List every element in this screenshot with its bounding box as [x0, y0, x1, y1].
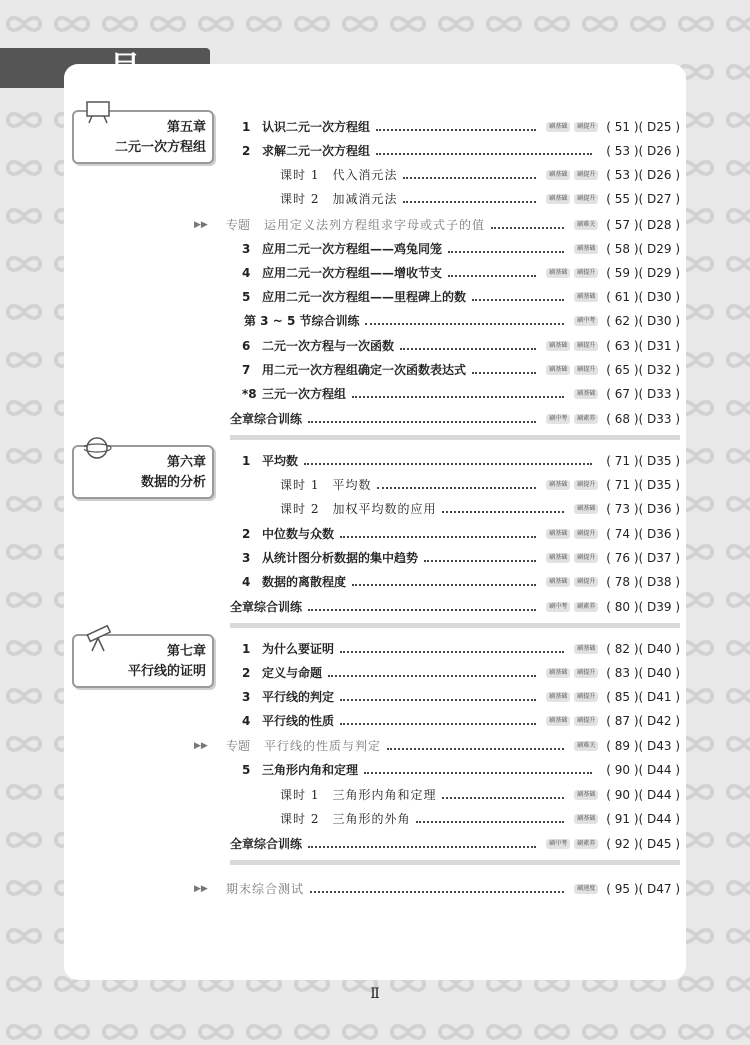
- leader-dots: [365, 323, 564, 325]
- double-arrow-icon: ▶▶: [194, 741, 208, 751]
- tag: 刷基础: [546, 480, 570, 490]
- leader-dots: [403, 177, 536, 179]
- page-ref: ( 53 )( D26 ): [606, 144, 680, 158]
- topic-label: 专题: [226, 218, 251, 232]
- leader-dots: [328, 675, 536, 677]
- leader-dots: [352, 396, 564, 398]
- entry-title: 从统计图分析数据的集中趋势: [262, 551, 419, 565]
- toc-entry[interactable]: [230, 264, 680, 282]
- tag: 刷中考: [546, 602, 570, 612]
- tag: 刷中考: [546, 839, 570, 849]
- page-ref: ( 80 )( D39 ): [606, 600, 680, 614]
- leader-dots: [308, 421, 536, 423]
- leader-dots: [387, 748, 564, 750]
- toc-entry[interactable]: [230, 835, 680, 853]
- leader-dots: [340, 536, 536, 538]
- entry-number: 3: [242, 551, 251, 565]
- toc-entry[interactable]: [230, 337, 680, 355]
- leader-dots: [448, 251, 564, 253]
- leader-dots: [310, 891, 564, 893]
- page-ref: ( 87 )( D42 ): [606, 714, 680, 728]
- entry-title: 中位数与众数: [262, 527, 335, 541]
- leader-dots: [472, 372, 536, 374]
- page-ref: ( 53 )( D26 ): [606, 168, 680, 182]
- entry-number: 1: [242, 454, 251, 468]
- leader-dots: [442, 511, 564, 513]
- chapter-6-box[interactable]: [72, 445, 214, 499]
- page-ref: ( 55 )( D27 ): [606, 192, 680, 206]
- entry-title: 全章综合训练: [230, 837, 303, 851]
- tag: 刷提升: [574, 480, 598, 490]
- page-number: Ⅱ: [370, 986, 380, 1002]
- toc-entry[interactable]: [230, 664, 680, 682]
- leader-dots: [340, 651, 564, 653]
- tag: 刷基础: [546, 365, 570, 375]
- tag: 刷提升: [574, 716, 598, 726]
- toc-entry[interactable]: [230, 142, 680, 160]
- page-ref: ( 57 )( D28 ): [606, 218, 680, 232]
- entry-number: 4: [242, 266, 251, 280]
- toc-entry[interactable]: [230, 761, 680, 779]
- leader-dots: [376, 153, 592, 155]
- tag: 刷基础: [546, 268, 570, 278]
- leader-dots: [416, 821, 564, 823]
- tag: 刷中考: [574, 316, 598, 326]
- leader-dots: [400, 348, 536, 350]
- toc-entry[interactable]: [230, 688, 680, 706]
- tag: 刷基础: [546, 668, 570, 678]
- tag: 刷基础: [546, 529, 570, 539]
- page-ref: ( 78 )( D38 ): [606, 575, 680, 589]
- section-divider: [230, 435, 680, 440]
- chapter-name: 二元一次方程组: [114, 140, 206, 155]
- chapter-number: 第七章: [166, 644, 206, 659]
- page-ref: ( 71 )( D35 ): [606, 454, 680, 468]
- page-ref: ( 51 )( D25 ): [606, 120, 680, 134]
- tag: 刷提升: [574, 692, 598, 702]
- entry-title: 定义与命题: [262, 666, 323, 680]
- chapter-7-box[interactable]: [72, 634, 214, 688]
- tag: 刷基础: [546, 194, 570, 204]
- entry-number: *8: [242, 387, 257, 401]
- toc-entry[interactable]: [230, 640, 680, 658]
- leader-dots: [472, 299, 564, 301]
- tag: 刷基础: [546, 716, 570, 726]
- entry-title: 第 3 ~ 5 节综合训练: [244, 314, 360, 328]
- chapter-name: 数据的分析: [140, 475, 206, 490]
- toc-entry[interactable]: [230, 361, 680, 379]
- page-ref: ( 61 )( D30 ): [606, 290, 680, 304]
- toc-topic-entry[interactable]: [194, 737, 680, 755]
- entry-number: 2: [242, 527, 251, 541]
- chapter-number: 第五章: [166, 120, 206, 135]
- page-ref: ( 59 )( D29 ): [606, 266, 680, 280]
- entry-number: 3: [242, 242, 251, 256]
- page-ref: ( 73 )( D36 ): [606, 502, 680, 516]
- entry-number: 4: [242, 714, 251, 728]
- toc-entry[interactable]: [230, 549, 680, 567]
- entry-title: 课时 1 代入消元法: [280, 168, 398, 182]
- tag: 刷提升: [574, 268, 598, 278]
- chapter-name: 平行线的证明: [127, 664, 206, 679]
- entry-title: 课时 2 三角形的外角: [280, 812, 411, 826]
- leader-dots: [308, 846, 536, 848]
- entry-title: 应用二元一次方程组——增收节支: [262, 266, 443, 280]
- entry-number: 3: [242, 690, 251, 704]
- leader-dots: [340, 699, 536, 701]
- entry-title: 平均数: [262, 454, 299, 468]
- tag: 刷基础: [574, 644, 598, 654]
- entry-title: 三角形内角和定理: [262, 763, 359, 777]
- page-ref: ( 82 )( D40 ): [606, 642, 680, 656]
- chalkboard-icon: [84, 100, 112, 128]
- entry-number: 2: [242, 144, 251, 158]
- section-divider: [230, 860, 680, 865]
- entry-title: 期末综合测试: [226, 882, 305, 896]
- leader-dots: [376, 129, 536, 131]
- leader-dots: [424, 560, 536, 562]
- tag: 刷基础: [574, 790, 598, 800]
- tag: 刷提升: [574, 529, 598, 539]
- leader-dots: [308, 609, 536, 611]
- tag: 刷基础: [574, 244, 598, 254]
- page-ref: ( 90 )( D44 ): [606, 788, 680, 802]
- page-ref: ( 71 )( D35 ): [606, 478, 680, 492]
- entry-title: 课时 2 加权平均数的应用: [280, 502, 437, 516]
- toc-entry[interactable]: [230, 598, 680, 616]
- entry-title: 平行线的性质与判定: [264, 739, 382, 753]
- toc-entry[interactable]: [230, 525, 680, 543]
- entry-title: 课时 1 平均数: [280, 478, 372, 492]
- leader-dots: [304, 463, 592, 465]
- leader-dots: [442, 797, 564, 799]
- toc-entry[interactable]: [230, 385, 680, 403]
- toc-entry[interactable]: [230, 712, 680, 730]
- page-ref: ( 95 )( D47 ): [606, 882, 680, 896]
- chapter-number: 第六章: [166, 455, 206, 470]
- tag: 刷提升: [574, 170, 598, 180]
- tag: 刷难关: [574, 741, 598, 751]
- toc-final-exam-entry[interactable]: [194, 880, 680, 898]
- tag: 刷难关: [574, 220, 598, 230]
- entry-title: 认识二元一次方程组: [262, 120, 371, 134]
- leader-dots: [377, 487, 536, 489]
- toc-subentry[interactable]: [230, 786, 680, 804]
- tag: 刷基础: [546, 341, 570, 351]
- entry-title: 全章综合训练: [230, 600, 303, 614]
- tag: 刷基础: [574, 814, 598, 824]
- toc-subentry[interactable]: [230, 190, 680, 208]
- tag: 刷提升: [574, 122, 598, 132]
- entry-number: 2: [242, 666, 251, 680]
- entry-title: 数据的离散程度: [262, 575, 347, 589]
- entry-title: 应用二元一次方程组——鸡兔同笼: [262, 242, 443, 256]
- tag: 刷提升: [574, 194, 598, 204]
- page-ref: ( 65 )( D32 ): [606, 363, 680, 377]
- page-ref: ( 63 )( D31 ): [606, 339, 680, 353]
- toc-entry[interactable]: [230, 452, 680, 470]
- entry-number: 1: [242, 642, 251, 656]
- entry-number: 6: [242, 339, 251, 353]
- leader-dots: [403, 201, 536, 203]
- entry-title: 二元一次方程与一次函数: [262, 339, 395, 353]
- entry-title: 用二元一次方程组确定一次函数表达式: [262, 363, 467, 377]
- entry-title: 求解二元一次方程组: [262, 144, 371, 158]
- page-ref: ( 67 )( D33 ): [606, 387, 680, 401]
- tag: 刷速度: [574, 884, 598, 894]
- tag: 刷基础: [574, 389, 598, 399]
- leader-dots: [364, 772, 592, 774]
- toc-subentry[interactable]: [230, 476, 680, 494]
- tag: 刷素养: [574, 602, 598, 612]
- tag: 刷基础: [546, 553, 570, 563]
- toc-entry[interactable]: [230, 240, 680, 258]
- toc-entry[interactable]: [230, 118, 680, 136]
- entry-title: 课时 1 三角形内角和定理: [280, 788, 437, 802]
- entry-title: 平行线的判定: [262, 690, 335, 704]
- double-arrow-icon: ▶▶: [194, 220, 208, 230]
- toc-entry[interactable]: [230, 288, 680, 306]
- tag: 刷中考: [546, 414, 570, 424]
- page-ref: ( 74 )( D36 ): [606, 527, 680, 541]
- topic-label: 专题: [226, 739, 251, 753]
- page-ref: ( 76 )( D37 ): [606, 551, 680, 565]
- entry-number: 7: [242, 363, 251, 377]
- page-ref: ( 90 )( D44 ): [606, 763, 680, 777]
- tag: 刷素养: [574, 414, 598, 424]
- section-divider: [230, 623, 680, 628]
- tag: 刷基础: [574, 292, 598, 302]
- toc-entry[interactable]: [230, 312, 680, 330]
- tag: 刷基础: [546, 122, 570, 132]
- telescope-icon: [84, 624, 114, 656]
- entry-title: 全章综合训练: [230, 412, 303, 426]
- page-ref: ( 58 )( D29 ): [606, 242, 680, 256]
- tag: 刷提升: [574, 668, 598, 678]
- toc-topic-entry[interactable]: [194, 216, 680, 234]
- page-ref: ( 85 )( D41 ): [606, 690, 680, 704]
- entry-title: 应用二元一次方程组——里程碑上的数: [262, 290, 467, 304]
- toc-subentry[interactable]: [230, 810, 680, 828]
- toc-subentry[interactable]: [230, 500, 680, 518]
- tag: 刷基础: [546, 692, 570, 702]
- entry-title: 平行线的性质: [262, 714, 335, 728]
- leader-dots: [340, 723, 536, 725]
- entry-title: 为什么要证明: [262, 642, 335, 656]
- tag: 刷提升: [574, 341, 598, 351]
- tag: 刷基础: [546, 170, 570, 180]
- tag: 刷提升: [574, 553, 598, 563]
- leader-dots: [448, 275, 536, 277]
- entry-title: 运用定义法列方程组求字母或式子的值: [264, 218, 486, 232]
- tag: 刷提升: [574, 577, 598, 587]
- page-ref: ( 89 )( D43 ): [606, 739, 680, 753]
- entry-title: 三元一次方程组: [262, 387, 347, 401]
- entry-number: 4: [242, 575, 251, 589]
- entry-number: 5: [242, 290, 251, 304]
- double-arrow-icon: ▶▶: [194, 884, 208, 894]
- leader-dots: [352, 584, 536, 586]
- tag: 刷素养: [574, 839, 598, 849]
- tag: 刷提升: [574, 365, 598, 375]
- tag: 刷基础: [546, 577, 570, 587]
- page-ref: ( 83 )( D40 ): [606, 666, 680, 680]
- tag: 刷基础: [574, 504, 598, 514]
- entry-title: 课时 2 加减消元法: [280, 192, 398, 206]
- entry-number: 5: [242, 763, 251, 777]
- entry-number: 1: [242, 120, 251, 134]
- toc-subentry[interactable]: [230, 166, 680, 184]
- toc-entry[interactable]: [230, 573, 680, 591]
- chapter-5-box[interactable]: [72, 110, 214, 164]
- toc-entry[interactable]: [230, 410, 680, 428]
- leader-dots: [491, 227, 564, 229]
- page-ref: ( 68 )( D33 ): [606, 412, 680, 426]
- page-ref: ( 91 )( D44 ): [606, 812, 680, 826]
- page-ref: ( 92 )( D45 ): [606, 837, 680, 851]
- globe-icon: [84, 435, 112, 465]
- page-ref: ( 62 )( D30 ): [606, 314, 680, 328]
